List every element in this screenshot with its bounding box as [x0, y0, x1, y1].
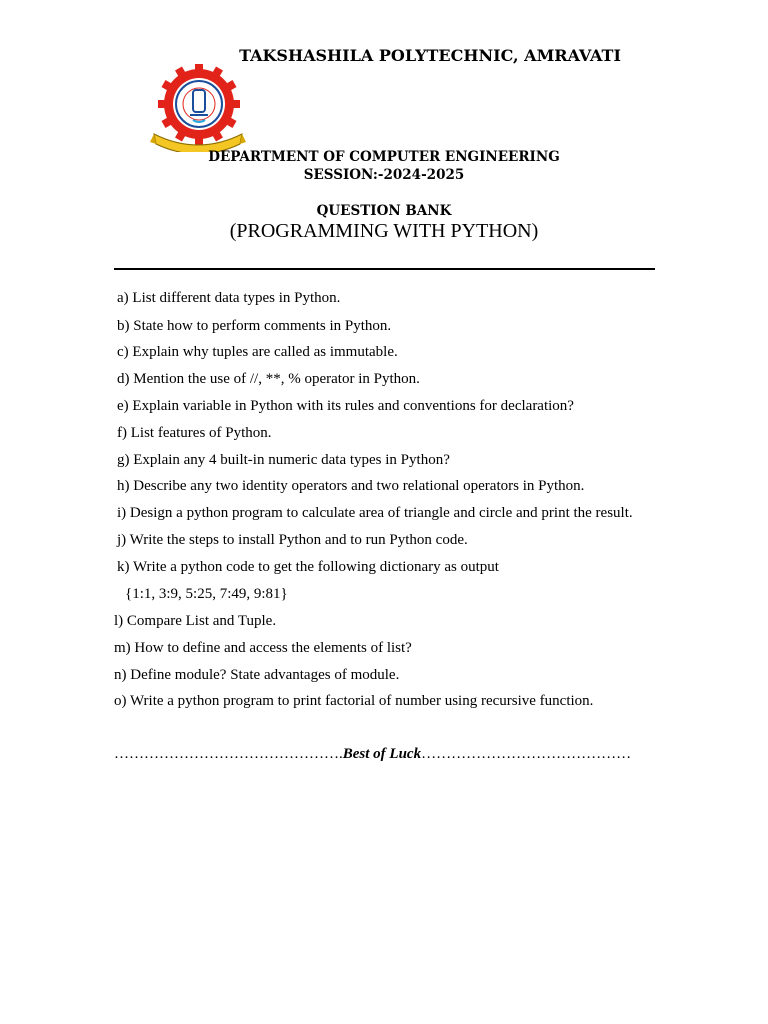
institution-name: TAKSHASHILA POLYTECHNIC, AMRAVATI [239, 46, 621, 65]
question-c: c) Explain why tuples are called as immutable. [117, 344, 398, 360]
subject-title: (PROGRAMMING WITH PYTHON) [229, 220, 539, 242]
question-m: m) How to define and access the elements of list? [114, 640, 412, 656]
question-k: k) Write a python code to get the following dictionary as output [117, 559, 499, 575]
footer-line [114, 745, 631, 763]
header-divider [114, 268, 655, 270]
question-o: o) Write a python program to print factorial of number using recursive function. [114, 693, 594, 709]
footer-dots-left: ………………………………………. [114, 746, 343, 762]
best-of-luck-text: Best of Luck [342, 746, 422, 762]
session-label: SESSION:-2024-2025 [303, 167, 465, 183]
question-e: e) Explain variable in Python with its rules and conventions for declaration? [117, 398, 574, 414]
question-i: i) Design a python program to calculate area of triangle and circle and print the result. [117, 505, 633, 521]
question-n: n) Define module? State advantages of module. [114, 667, 400, 683]
question-a: a) List different data types in Python. [117, 290, 341, 306]
question-d: d) Mention the use of //, **, % operator in Python. [117, 371, 420, 387]
question-f: f) List features of Python. [117, 425, 272, 441]
document-type: QUESTION BANK [316, 203, 452, 219]
question-k-output: {1:1, 3:9, 5:25, 7:49, 9:81} [125, 586, 288, 602]
question-b: b) State how to perform comments in Python. [117, 318, 392, 334]
college-emblem-icon [150, 64, 246, 152]
question-j: j) Write the steps to install Python and to run Python code. [117, 532, 468, 548]
question-l: l) Compare List and Tuple. [114, 613, 277, 629]
question-h: h) Describe any two identity operators and two relational operators in Python. [117, 478, 585, 494]
department-name: DEPARTMENT OF COMPUTER ENGINEERING [208, 149, 560, 165]
question-g: g) Explain any 4 built-in numeric data types in Python? [117, 452, 450, 468]
footer-dots-right: …………………………………… [421, 746, 632, 762]
